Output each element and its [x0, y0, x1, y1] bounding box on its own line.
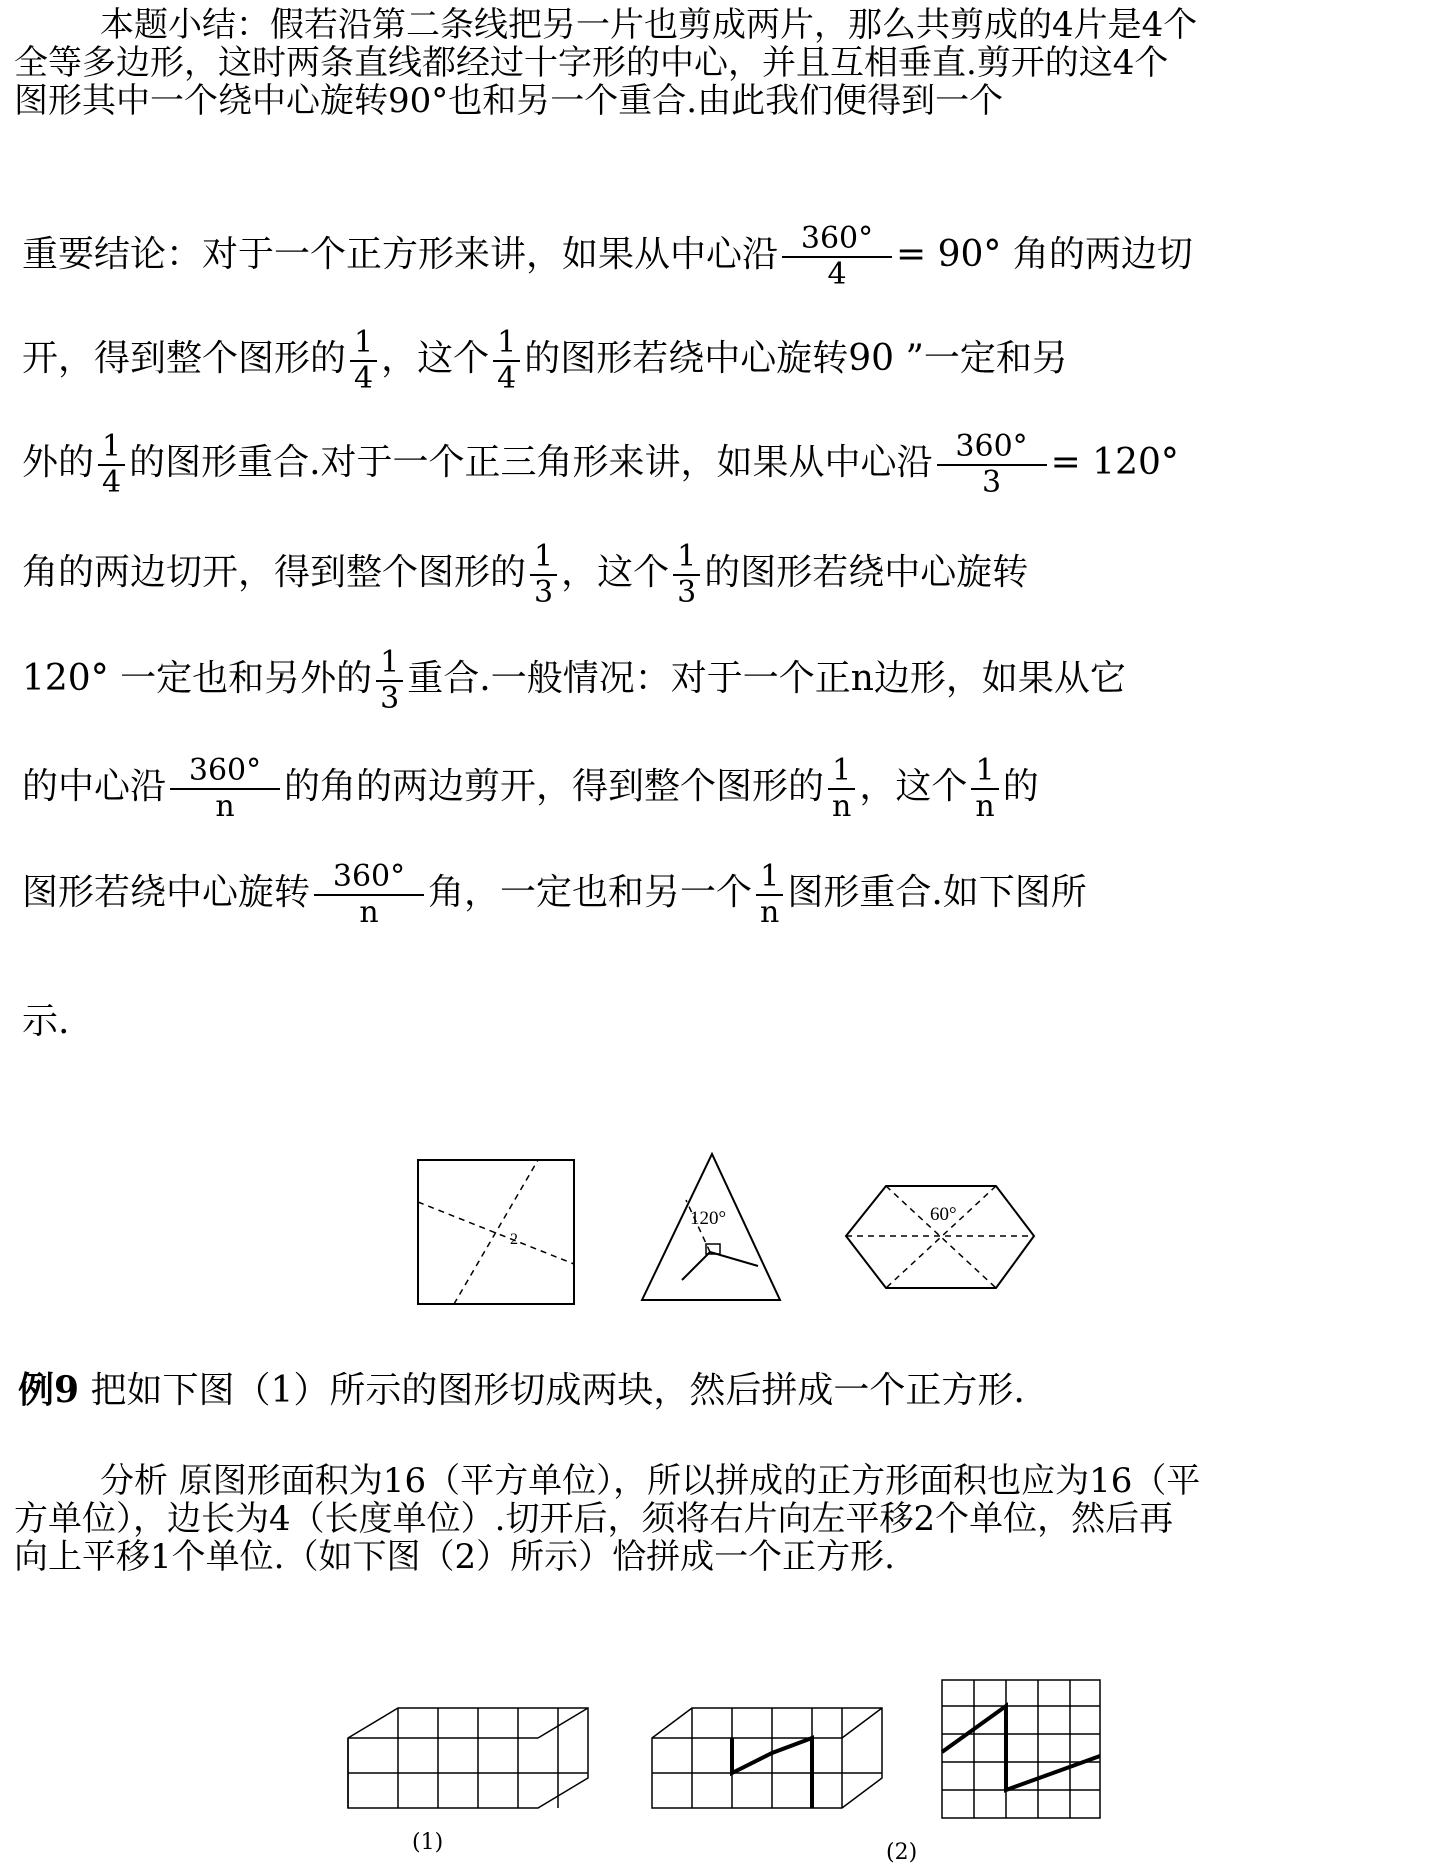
conclusion-text: = 90° 角的两边切	[896, 234, 1193, 275]
fraction-denominator: 3	[534, 575, 554, 610]
example9-heading	[18, 1360, 1025, 1421]
analysis-text-2: 方单位），边长为4（长度单位）.切开后，须将右片向左平移2个单位，然后再	[14, 1499, 1174, 1539]
fraction	[530, 540, 557, 610]
conclusion-line-7	[22, 860, 1087, 930]
conclusion-text: 的角的两边剪开，得到整个图形的	[284, 766, 825, 807]
fraction-denominator: n	[215, 789, 235, 824]
fraction	[756, 860, 783, 930]
conclusion-text: 120° 一定也和另外的	[22, 658, 373, 699]
fraction-numerator: 1	[102, 429, 122, 464]
fraction-numerator: 1	[832, 753, 852, 788]
fraction	[314, 860, 424, 930]
fraction-denominator: n	[760, 895, 780, 930]
fraction-numerator: 360°	[188, 753, 262, 788]
fraction	[493, 326, 520, 396]
grid-square	[942, 1680, 1100, 1818]
conclusion-text: = 120°	[1050, 442, 1179, 483]
conclusion-line-8	[22, 992, 69, 1052]
fraction	[98, 430, 125, 500]
fraction-numerator: 360°	[800, 221, 874, 256]
summary-text-1: 本题小结：假若沿第二条线把另一片也剪成两片，那么共剪成的4片是4个	[100, 5, 1198, 45]
fraction-denominator: 4	[354, 361, 374, 396]
fraction	[376, 646, 403, 716]
conclusion-text: ，这个	[561, 552, 670, 593]
fraction-denominator: n	[359, 895, 379, 930]
conclusion-text: ，这个	[859, 766, 968, 807]
conclusion-text: 开，得到整个图形的	[22, 338, 347, 379]
grid-shape-2	[652, 1708, 882, 1808]
fraction-denominator: n	[832, 789, 852, 824]
conclusion-text: 的	[1002, 766, 1039, 807]
fraction	[937, 430, 1047, 500]
fraction-denominator: 3	[677, 575, 697, 610]
summary-line-3	[14, 82, 1419, 120]
square-label: 2	[510, 1231, 518, 1248]
conclusion-text: 角，一定也和另一个	[428, 872, 753, 913]
conclusion-line-3	[22, 430, 1179, 500]
fraction-numerator: 1	[497, 325, 517, 360]
grid-shape-1	[348, 1708, 588, 1808]
conclusion-text: 的图形若绕中心旋转	[704, 552, 1029, 593]
fraction-numerator: 360°	[332, 859, 406, 894]
conclusion-text: 角的两边切开，得到整个图形的	[22, 552, 527, 593]
fraction	[971, 754, 998, 824]
hexagon-figure	[846, 1186, 1034, 1288]
conclusion-text: 外的	[22, 442, 95, 483]
summary-line-2	[14, 44, 1419, 82]
figure-caption-2: (2)	[886, 1840, 918, 1865]
fraction-numerator: 1	[380, 645, 400, 680]
conclusion-line-2	[22, 326, 1068, 396]
fraction-numerator: 1	[677, 539, 697, 574]
conclusion-text: ，这个	[381, 338, 490, 379]
fraction	[673, 540, 700, 610]
fraction-numerator: 1	[534, 539, 554, 574]
fraction-denominator: 3	[380, 681, 400, 716]
conclusion-text: 的图形若绕中心旋转90 ”一定和另	[524, 338, 1068, 379]
grid-figure	[340, 1670, 1110, 1860]
example-label: 例9	[18, 1369, 80, 1411]
conclusion-line-6	[22, 754, 1039, 824]
analysis-text-1: 分析 原图形面积为16（平方单位），所以拼成的正方形面积也应为16（平	[100, 1461, 1201, 1501]
conclusion-line-5	[22, 646, 1126, 716]
conclusion-line-1	[22, 222, 1193, 292]
square-figure	[418, 1160, 574, 1304]
fraction-denominator: 4	[497, 361, 517, 396]
triangle-figure	[642, 1154, 780, 1300]
fraction-numerator: 1	[975, 753, 995, 788]
summary-text-2: 全等多边形，这时两条直线都经过十字形的中心，并且互相垂直.剪开的这4个	[14, 43, 1169, 83]
fraction-numerator: 360°	[955, 429, 1028, 464]
fraction-denominator: 3	[982, 465, 1002, 500]
fraction	[170, 754, 280, 824]
conclusion-text: 示.	[22, 1001, 70, 1042]
conclusion-text: 的图形重合.对于一个正三角形来讲，如果从中心沿	[129, 442, 933, 483]
analysis-line-3	[14, 1538, 1419, 1576]
fraction-numerator: 1	[760, 859, 780, 894]
fraction-denominator: 4	[102, 465, 122, 500]
example-text: 把如下图（1）所示的图形切成两块，然后拼成一个正方形.	[90, 1370, 1025, 1411]
fraction	[782, 222, 892, 292]
summary-text-3: 图形其中一个绕中心旋转90°也和另一个重合.由此我们便得到一个	[14, 81, 1004, 121]
fraction	[828, 754, 855, 824]
conclusion-text: 重要结论：对于一个正方形来讲，如果从中心沿	[22, 234, 779, 275]
summary-line-1	[14, 6, 1419, 44]
analysis-text-3: 向上平移1个单位.（如下图（2）所示）恰拼成一个正方形.	[14, 1537, 895, 1577]
fraction-denominator: n	[975, 789, 995, 824]
conclusion-text: 图形重合.如下图所	[787, 872, 1087, 913]
symmetry-figure	[410, 1148, 1050, 1308]
analysis-line-1	[14, 1462, 1419, 1500]
fraction	[350, 326, 377, 396]
conclusion-line-4	[22, 540, 1028, 610]
conclusion-text: 的中心沿	[22, 766, 167, 807]
fraction-numerator: 1	[354, 325, 374, 360]
hexagon-label: 60°	[930, 1204, 957, 1225]
analysis-line-2	[14, 1500, 1419, 1538]
figure-caption-1: (1)	[412, 1830, 444, 1855]
conclusion-text: 重合.一般情况：对于一个正n边形，如果从它	[407, 658, 1126, 699]
fraction-denominator: 4	[827, 257, 847, 292]
triangle-label: 120°	[690, 1208, 727, 1229]
conclusion-text: 图形若绕中心旋转	[22, 872, 311, 913]
